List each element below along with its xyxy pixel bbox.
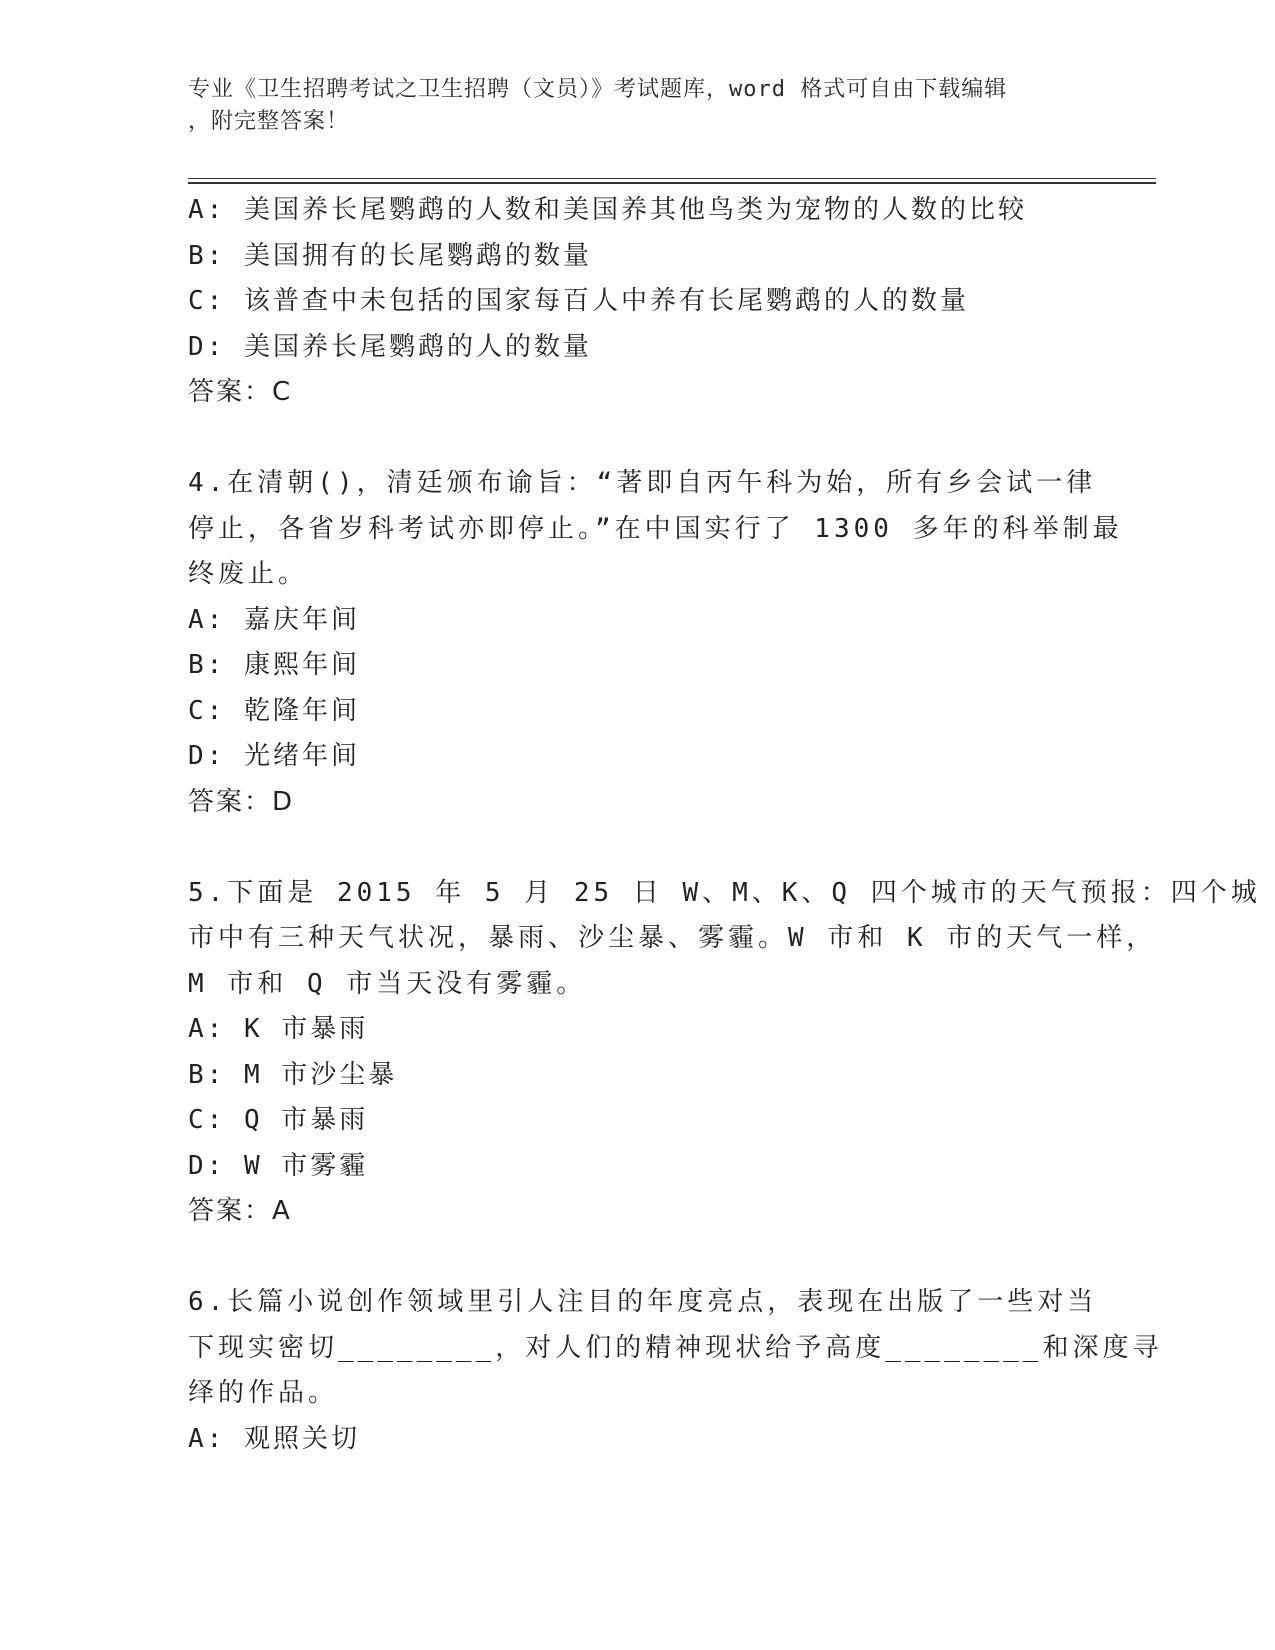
option-d: D: W 市雾霾 xyxy=(188,1150,369,1181)
page-header xyxy=(188,74,1068,138)
answer-line: 答案：C xyxy=(188,377,293,407)
stem-line: 绎的作品。 xyxy=(188,1378,339,1408)
option-c: C: 乾隆年间 xyxy=(188,695,360,726)
answer-line: 答案：D xyxy=(188,786,295,817)
stem-line: 4.在清朝()，清廷颁布谕旨：“著即自丙午科为始，所有乡会试一律 xyxy=(188,468,1097,498)
option-b: B: 康熙年间 xyxy=(188,650,360,680)
stem-line: 市中有三种天气状况，暴雨、沙尘暴、雾霾。W 市和 K 市的天气一样， xyxy=(188,923,1157,953)
stem-line: 停止，各省岁科考试亦即停止。”在中国实行了 1300 多年的科举制最 xyxy=(188,513,1123,544)
option-c: C: 该普查中未包括的国家每百人中养有长尾鹦鹉的人的数量 xyxy=(188,286,969,316)
question-stem xyxy=(188,461,1123,598)
question-list xyxy=(188,188,1261,1462)
spacer xyxy=(188,1235,1088,1281)
stem-line: 6.长篇小说创作领域里引人注目的年度亮点，表现在出版了一些对当 xyxy=(188,1287,1098,1317)
question-block xyxy=(188,871,1261,1235)
option-a: A: 嘉庆年间 xyxy=(188,604,360,635)
option-d: D: 美国养长尾鹦鹉的人的数量 xyxy=(188,331,592,362)
answer-line: 答案：A xyxy=(188,1196,292,1226)
option-b: B: M 市沙尘暴 xyxy=(188,1059,398,1090)
stem-line: 终废止。 xyxy=(188,559,309,589)
question-stem xyxy=(188,1280,1163,1417)
header-line-1: 专业《卫生招聘考试之卫生招聘（文员）》考试题库，word 格式可自由下载编辑 xyxy=(188,77,1008,102)
option-a: A: 观照关切 xyxy=(188,1423,360,1454)
option-a: A: 美国养长尾鹦鹉的人数和美国养其他鸟类为宠物的人数的比较 xyxy=(188,195,1027,225)
stem-line: 5.下面是 2015 年 5 月 25 日 W、M、K、Q 四个城市的天气预报：四个城 xyxy=(188,877,1261,908)
header-line-2: ，附完整答案！ xyxy=(188,109,350,134)
spacer xyxy=(188,416,1088,462)
option-c: C: Q 市暴雨 xyxy=(188,1105,369,1135)
option-b: B: 美国拥有的长尾鹦鹉的数量 xyxy=(188,240,592,271)
stem-line: M 市和 Q 市当天没有雾霾。 xyxy=(188,968,587,999)
option-d: D: 光绪年间 xyxy=(188,741,360,771)
spacer xyxy=(188,825,1088,871)
option-a: A: K 市暴雨 xyxy=(188,1014,369,1044)
question-block xyxy=(188,1280,1163,1462)
question-stem xyxy=(188,871,1261,1008)
question-block xyxy=(188,461,1123,825)
header-divider xyxy=(188,178,1156,184)
stem-line: 下现实密切________，对人们的精神现状给予高度________和深度寻 xyxy=(188,1332,1163,1363)
question-block xyxy=(188,188,1088,416)
